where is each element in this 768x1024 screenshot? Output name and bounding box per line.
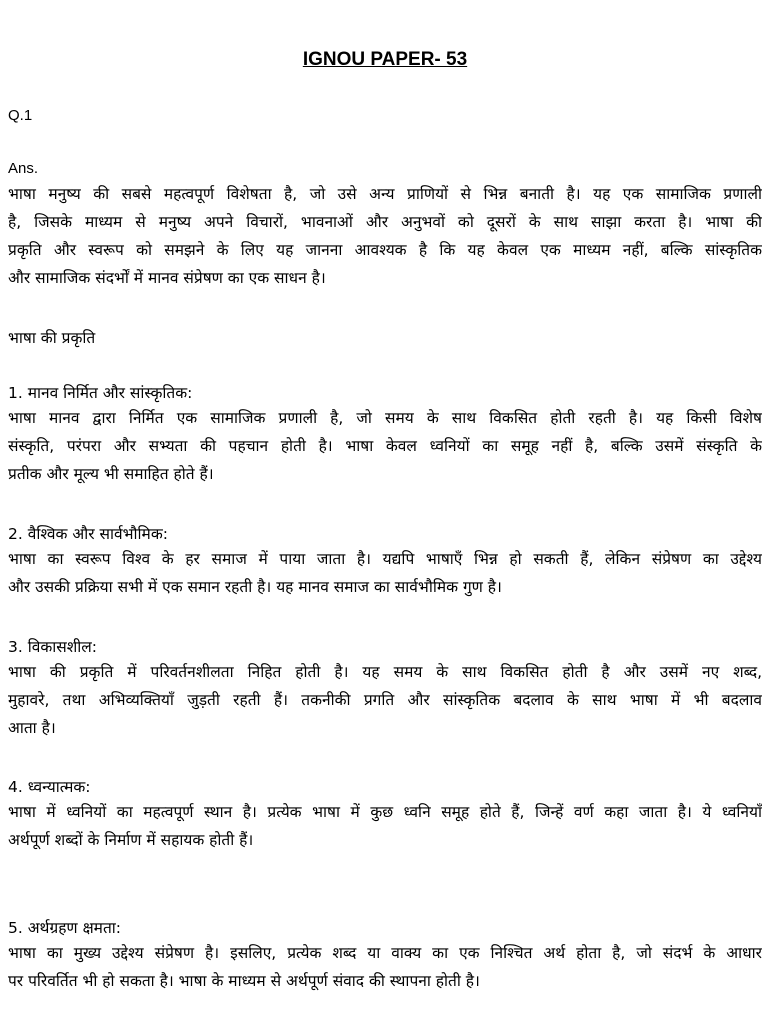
intro-line: है, जिसके माध्यम से मनुष्य अपने विचारों, भावनाओं और अनुभवों को दूसरों के साथ साझा करता है। भाषा की: [8, 213, 762, 231]
paragraph-line: मुहावरे, तथा अभिव्यक्तियाँ जुड़ती रहती हैं। तकनीकी प्रगति और सांस्कृतिक बदलाव के साथ भाषा में भी बदलाव: [8, 691, 762, 709]
point-paragraph-4: [8, 798, 762, 854]
document-page: [8, 0, 762, 1024]
point-heading-4: 4. ध्वन्यात्मक:: [8, 778, 91, 796]
intro-line: और सामाजिक संदर्भों में मानव संप्रेषण का एक साधन है।: [8, 269, 326, 287]
point-paragraph-1: [8, 404, 762, 488]
question-label: Q.1: [8, 107, 33, 124]
point-heading-5: 5. अर्थग्रहण क्षमता:: [8, 919, 122, 937]
section-heading: भाषा की प्रकृति: [8, 329, 96, 347]
paragraph-line: संस्कृति, परंपरा और सभ्यता की पहचान होती है। भाषा केवल ध्वनियों का समूह नहीं है, बल्कि उसमें संस्कृति के: [8, 437, 762, 455]
point-heading-2: 2. वैश्विक और सार्वभौमिक:: [8, 525, 168, 543]
paragraph-line: भाषा का मुख्य उद्देश्य संप्रेषण है। इसलिए, प्रत्येक शब्द या वाक्य का एक निश्चित अर्थ होता है, जो संदर्भ के आधार: [8, 944, 762, 962]
paragraph-line: भाषा का स्वरूप विश्व के हर समाज में पाया जाता है। यद्यपि भाषाएँ भिन्न हो सकती हैं, लेकिन संप्रेषण का उद्देश्य: [8, 550, 762, 568]
intro-line: भाषा मनुष्य की सबसे महत्वपूर्ण विशेषता है, जो उसे अन्य प्राणियों से भिन्न बनाती है। यह एक सामाजिक प्रणाली: [8, 185, 762, 203]
paragraph-line: आता है।: [8, 719, 56, 737]
intro-line: प्रकृति और स्वरूप को समझने के लिए यह जानना आवश्यक है कि यह केवल एक माध्यम नहीं, बल्कि सांस्कृतिक: [8, 241, 762, 259]
point-paragraph-3: [8, 658, 762, 742]
point-heading-1: 1. मानव निर्मित और सांस्कृतिक:: [8, 384, 193, 402]
paragraph-line: भाषा में ध्वनियों का महत्वपूर्ण स्थान है। प्रत्येक भाषा में कुछ ध्वनि समूह होते हैं, जिन्हें वर्ण कहा जाता है। ये ध्वनियाँ: [8, 803, 762, 821]
intro-paragraph: [8, 180, 762, 292]
paragraph-line: भाषा की प्रकृति में परिवर्तनशीलता निहित होती है। यह समय के साथ विकसित होती है और उसमें नए शब्द,: [8, 663, 762, 681]
paragraph-line: भाषा मानव द्वारा निर्मित एक सामाजिक प्रणाली है, जो समय के साथ विकसित होती रहती है। यह किसी विशेष: [8, 409, 762, 427]
paragraph-line: और उसकी प्रक्रिया सभी में एक समान रहती है। यह मानव समाज का सार्वभौमिक गुण है।: [8, 578, 502, 596]
document-title: IGNOU PAPER- 53: [302, 49, 468, 70]
point-paragraph-2: [8, 545, 762, 601]
paragraph-line: पर परिवर्तित भी हो सकता है। भाषा के माध्यम से अर्थपूर्ण संवाद की स्थापना होती है।: [8, 972, 480, 990]
point-paragraph-5: [8, 939, 762, 995]
paragraph-line: अर्थपूर्ण शब्दों के निर्माण में सहायक होती हैं।: [8, 831, 254, 849]
answer-label: Ans.: [8, 160, 39, 177]
paragraph-line: प्रतीक और मूल्य भी समाहित होते हैं।: [8, 465, 214, 483]
point-heading-3: 3. विकासशील:: [8, 638, 98, 656]
